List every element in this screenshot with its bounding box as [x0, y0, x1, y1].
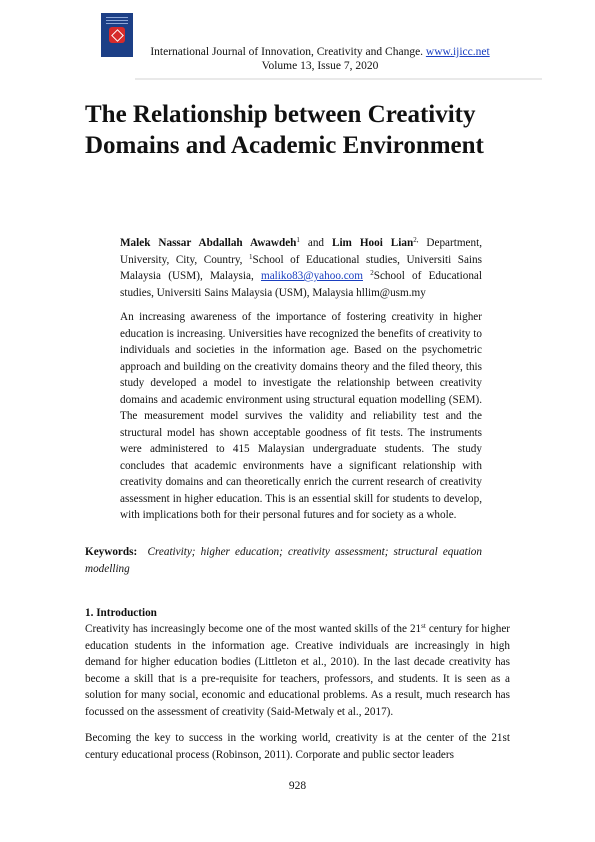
- affiliation-text-3: School of Educational studies, Universiti Sains Malaysia (USM), Malaysia hllim@usm.my: [120, 270, 483, 299]
- affiliation-text-2: School of Educational studies, Universiti Sains Malaysia (USM), Malaysia,: [120, 253, 482, 282]
- author-1: Malek Nassar Abdallah Awawdeh: [120, 237, 297, 249]
- author-2: Lim Hooi Lian: [331, 237, 414, 249]
- running-header: [135, 45, 505, 73]
- intro-paragraph-1: [85, 621, 510, 720]
- journal-name: International Journal of Innovation, Creativity and Change.: [150, 46, 424, 58]
- authors-and: and: [299, 237, 332, 249]
- header-divider: [135, 78, 542, 80]
- abstract: An increasing awareness of the importance of fostering creativity in higher education is increasing. Universities have recognized the benefits of creativity to individuals and societies in the information age. Based on the psychometric approach and building on the creativity domains theory and the filed theory, this study developed a model to investigate the relationship between creativity domains and academic environment using structural equation modelling (SEM). The measurement model survives the validity and reliability test and the structural model has shown acceptable goodness of fit tests. The instruments were administered to 415 Malaysian undergraduate students. The study concludes that academic environments have a significant relationship with creativity domains and can theoretically enrich the current research of creativity assessment in higher education. This is an essential skill for students to develop, with implications both for their personal futures and for society as a whole.: [120, 311, 482, 521]
- journal-url-link[interactable]: www.ijicc.net: [425, 46, 490, 58]
- author-2-sup: 2,: [413, 236, 419, 244]
- section-heading-introduction: 1. Introduction: [85, 607, 157, 619]
- intro-p1-text-a: Creativity has increasingly become one of the most wanted skills of the 21: [85, 623, 422, 635]
- emblem-icon: [109, 27, 125, 43]
- keywords: [85, 544, 482, 577]
- intro-paragraph-2: Becoming the key to success in the working world, creativity is at the center of the 21st century educational process (Robinson, 2011). Corporate and public sector leaders: [85, 732, 510, 761]
- journal-logo: [101, 13, 133, 57]
- affiliation-text-1: Department, University, City, Country,: [120, 237, 483, 266]
- paper-title: The Relationship between Creativity Domains and Academic Environment: [85, 101, 484, 159]
- author-block: [120, 235, 482, 301]
- author-email-link[interactable]: maliko83@yahoo.com: [261, 270, 363, 282]
- volume-issue: Volume 13, Issue 7, 2020: [261, 60, 379, 72]
- page-number: 928: [288, 780, 307, 792]
- intro-p1-text-b: century for higher education students in the information age. Creative individuals are increasingly in high demand for higher education bodies (Littleton et al., 2010). In the last decade creativity has become a skill that is a pre-requisite for teachers, professors, and students. It is seen as a solution for many social, economic and educational problems. As a result, much research has focussed on the assessment of creativity (Said-Metwaly et al., 2017).: [85, 623, 511, 718]
- author-1-sup: 1: [296, 236, 300, 244]
- keywords-label: Keywords:: [85, 546, 138, 558]
- affiliation-2-sup: 2: [370, 269, 374, 277]
- keywords-text: Creativity; higher education; creativity assessment; structural equation modelling: [85, 546, 482, 575]
- intro-p1-sup: st: [421, 622, 426, 630]
- affiliation-1-sup: 1: [249, 252, 253, 261]
